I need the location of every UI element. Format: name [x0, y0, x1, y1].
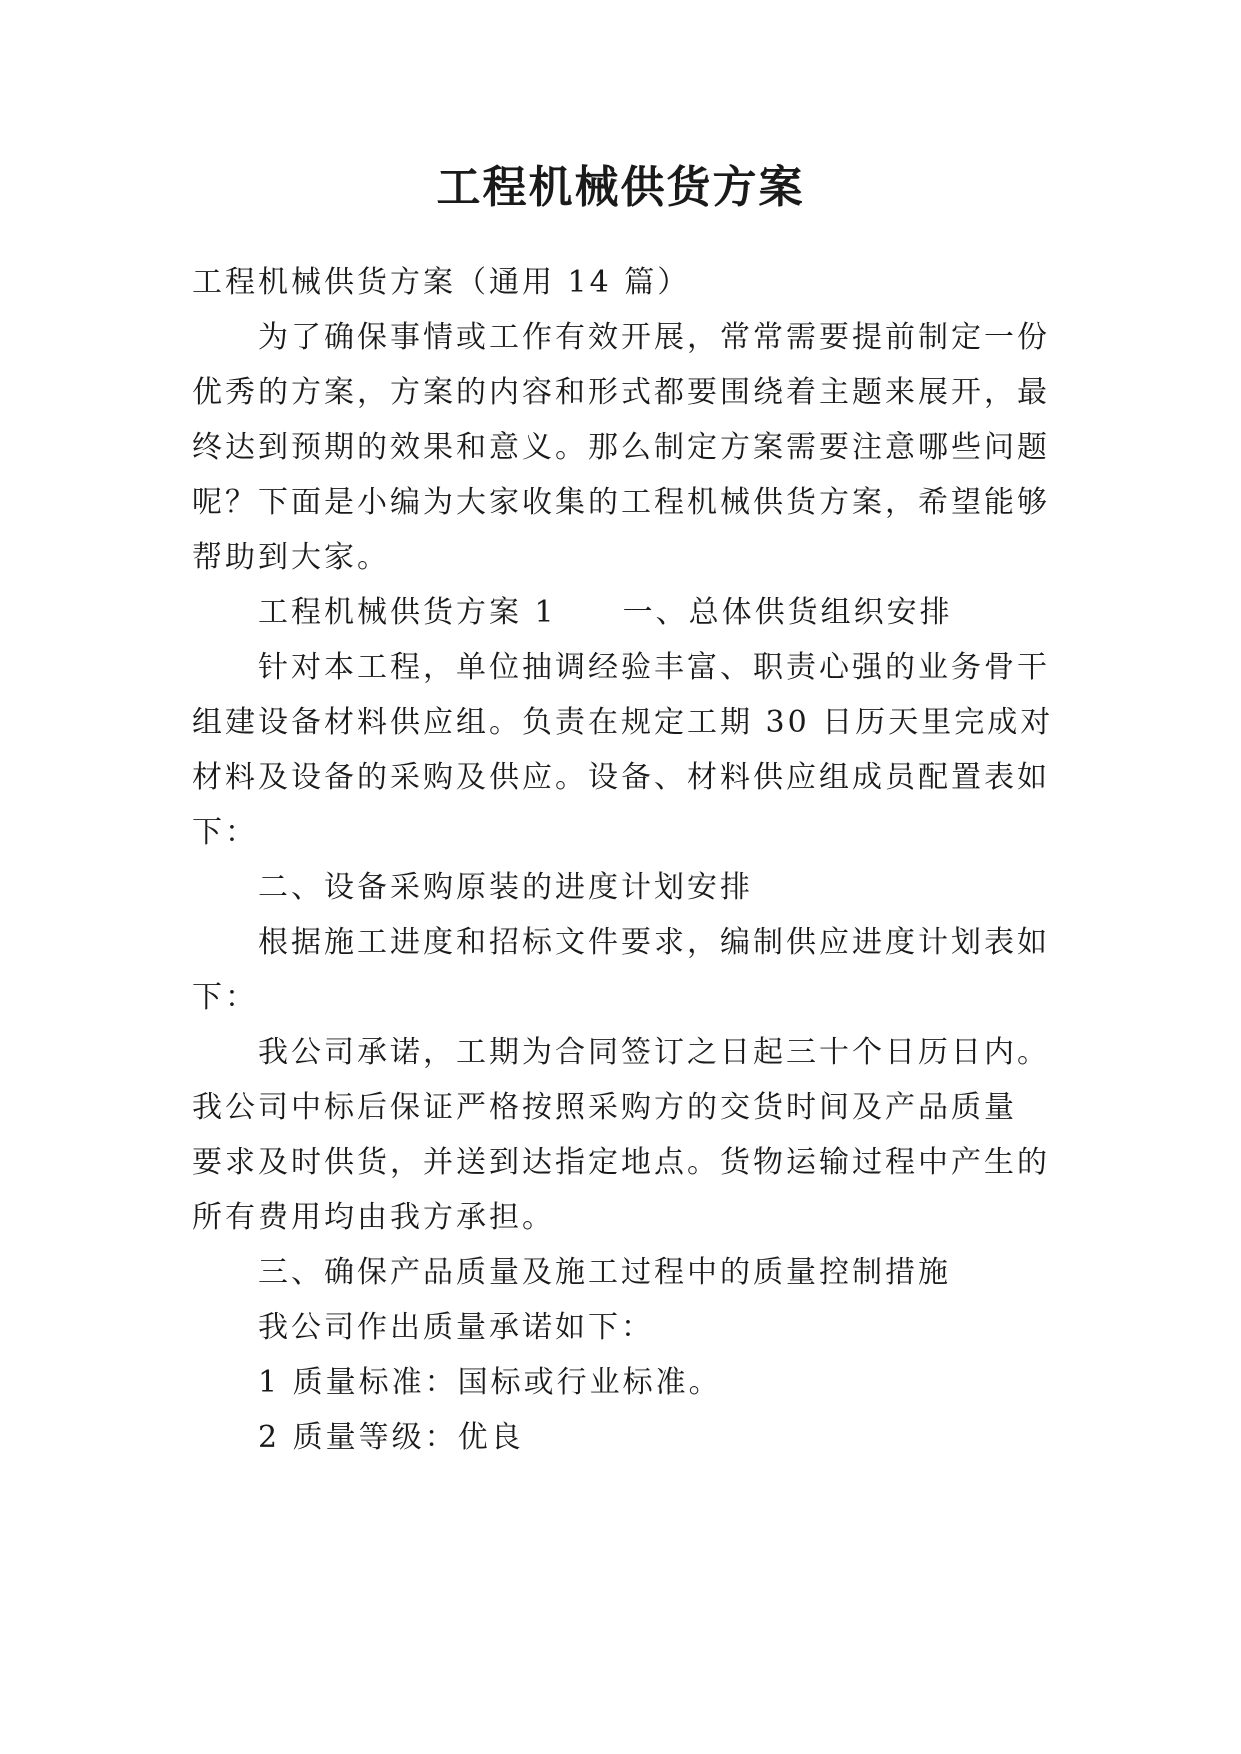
paragraph-line: 根据施工进度和招标文件要求，编制供应进度计划表如 [258, 925, 1050, 960]
paragraph-line: 终达到预期的效果和意义。那么制定方案需要注意哪些问题 [192, 430, 1050, 465]
paragraph-line: 我公司中标后保证严格按照采购方的交货时间及产品质量 [192, 1090, 1017, 1125]
list-item: 2 质量等级：优良 [258, 1420, 524, 1455]
paragraph-line: 所有费用均由我方承担。 [192, 1200, 555, 1235]
paragraph-line: 针对本工程，单位抽调经验丰富、职责心强的业务骨干 [258, 650, 1050, 685]
paragraph-line: 下： [192, 980, 258, 1015]
paragraph-line: 下： [192, 815, 258, 850]
section-heading: 二、设备采购原装的进度计划安排 [258, 870, 753, 905]
section-heading: 工程机械供货方案 1 一、总体供货组织安排 [258, 595, 953, 630]
paragraph-line: 我公司作出质量承诺如下： [258, 1310, 654, 1345]
section-heading: 三、确保产品质量及施工过程中的质量控制措施 [258, 1255, 951, 1290]
paragraph-line: 为了确保事情或工作有效开展，常常需要提前制定一份 [258, 320, 1050, 355]
paragraph-line: 要求及时供货，并送到达指定地点。货物运输过程中产生的 [192, 1145, 1050, 1180]
paragraph-line: 组建设备材料供应组。负责在规定工期 30 日历天里完成对 [192, 705, 1054, 740]
subtitle-line: 工程机械供货方案（通用 14 篇） [192, 265, 691, 300]
paragraph-line: 材料及设备的采购及供应。设备、材料供应组成员配置表如 [192, 760, 1050, 795]
paragraph-line: 优秀的方案，方案的内容和形式都要围绕着主题来展开，最 [192, 375, 1050, 410]
page-title: 工程机械供货方案 [436, 162, 805, 213]
paragraph-line: 呢？下面是小编为大家收集的工程机械供货方案，希望能够 [192, 485, 1050, 520]
paragraph-line: 我公司承诺，工期为合同签订之日起三十个日历日内。 [258, 1035, 1050, 1070]
paragraph-line: 帮助到大家。 [192, 540, 390, 575]
list-item: 1 质量标准：国标或行业标准。 [258, 1365, 722, 1400]
